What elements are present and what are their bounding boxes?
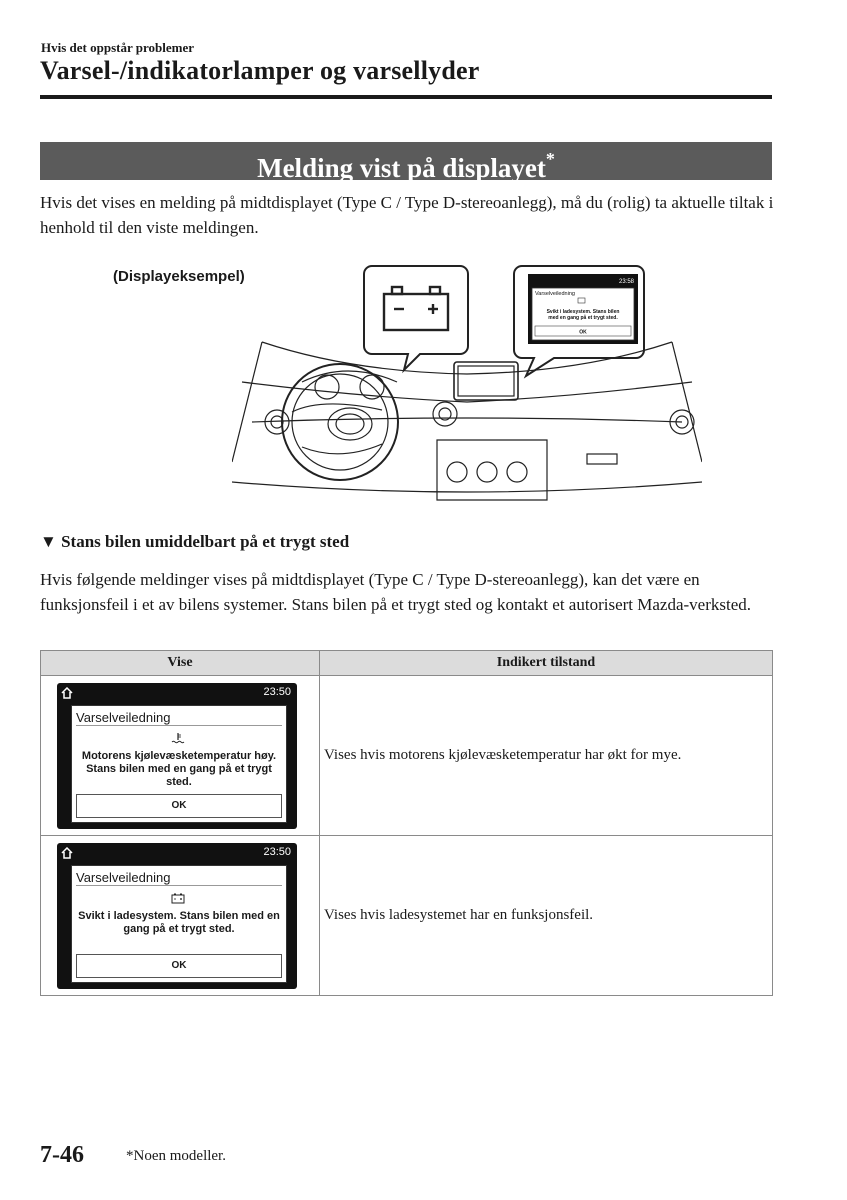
display-screen bbox=[57, 683, 297, 829]
example-label: (Displayeksempel) bbox=[113, 268, 245, 285]
table-row bbox=[41, 836, 773, 996]
banner-asterisk: * bbox=[545, 149, 555, 169]
title-rule bbox=[40, 95, 772, 99]
ok-button[interactable]: OK bbox=[76, 794, 282, 818]
page-number: 7-46 bbox=[40, 1142, 84, 1168]
warning-dialog bbox=[71, 865, 287, 983]
condition-cell: Vises hvis motorens kjølevæsketemperatur har økt for mye. bbox=[320, 676, 773, 836]
intro-paragraph: Hvis det vises en melding på midtdisplayet (Type C / Type D-stereoanlegg), må du (rolig) ta aktuelle tiltak i henhold til den viste meldingen. bbox=[40, 193, 774, 237]
warning-dialog bbox=[71, 705, 287, 823]
home-icon bbox=[61, 687, 73, 699]
coolant-temperature-icon bbox=[170, 732, 186, 744]
dialog-message: Svikt i ladesystem. Stans bilen med en gang på et trygt sted. bbox=[78, 909, 280, 935]
section-banner bbox=[40, 142, 772, 183]
subsection-paragraph: Hvis følgende meldinger vises på midtdisplayet (Type C / Type D-stereoanlegg), kan det være en funksjonsfeil i et av bilens systemer. Stans bilen på et trygt sted og kontakt et autorisert Mazda-verksted. bbox=[40, 570, 752, 614]
ok-button[interactable]: OK bbox=[76, 954, 282, 978]
mini-screen-ok: OK bbox=[579, 329, 587, 336]
mini-screen-message-1: Svikt i ladesystem. Stans bilen bbox=[546, 309, 620, 315]
section-title: Varsel-/indikatorlamper og varsellyder bbox=[40, 56, 480, 85]
mini-screen-message-2: med en gang på et trygt sted. bbox=[548, 315, 618, 321]
mini-screen-title: Varselveiledning bbox=[535, 291, 575, 297]
table-header-condition: Indikert tilstand bbox=[320, 651, 773, 676]
dialog-message: Motorens kjølevæsketemperatur høy. Stans bilen med en gang på et trygt sted. bbox=[81, 749, 277, 788]
battery-icon bbox=[170, 892, 186, 904]
screen-clock: 23:50 bbox=[263, 845, 291, 858]
dialog-title: Varselveiledning bbox=[76, 710, 282, 726]
condition-cell: Vises hvis ladesystemet har en funksjonsfeil. bbox=[320, 836, 773, 996]
running-head: Hvis det oppstår problemer bbox=[41, 40, 194, 55]
dashboard-illustration bbox=[232, 262, 702, 520]
mini-screen-clock: 23:58 bbox=[619, 279, 635, 285]
display-cell bbox=[41, 836, 320, 996]
table-header-display: Vise bbox=[41, 651, 320, 676]
table-row bbox=[41, 676, 773, 836]
home-icon bbox=[61, 847, 73, 859]
display-cell bbox=[41, 676, 320, 836]
message-table bbox=[40, 650, 773, 996]
footnote: *Noen modeller. bbox=[126, 1148, 226, 1164]
triangle-marker-icon: ▼ bbox=[40, 532, 57, 551]
subsection-title: Stans bilen umiddelbart på et trygt sted bbox=[61, 532, 350, 551]
dialog-title: Varselveiledning bbox=[76, 870, 282, 886]
subsection-heading bbox=[40, 532, 349, 552]
display-screen bbox=[57, 843, 297, 989]
banner-title: Melding vist på displayet bbox=[257, 153, 546, 183]
screen-clock: 23:50 bbox=[263, 685, 291, 698]
